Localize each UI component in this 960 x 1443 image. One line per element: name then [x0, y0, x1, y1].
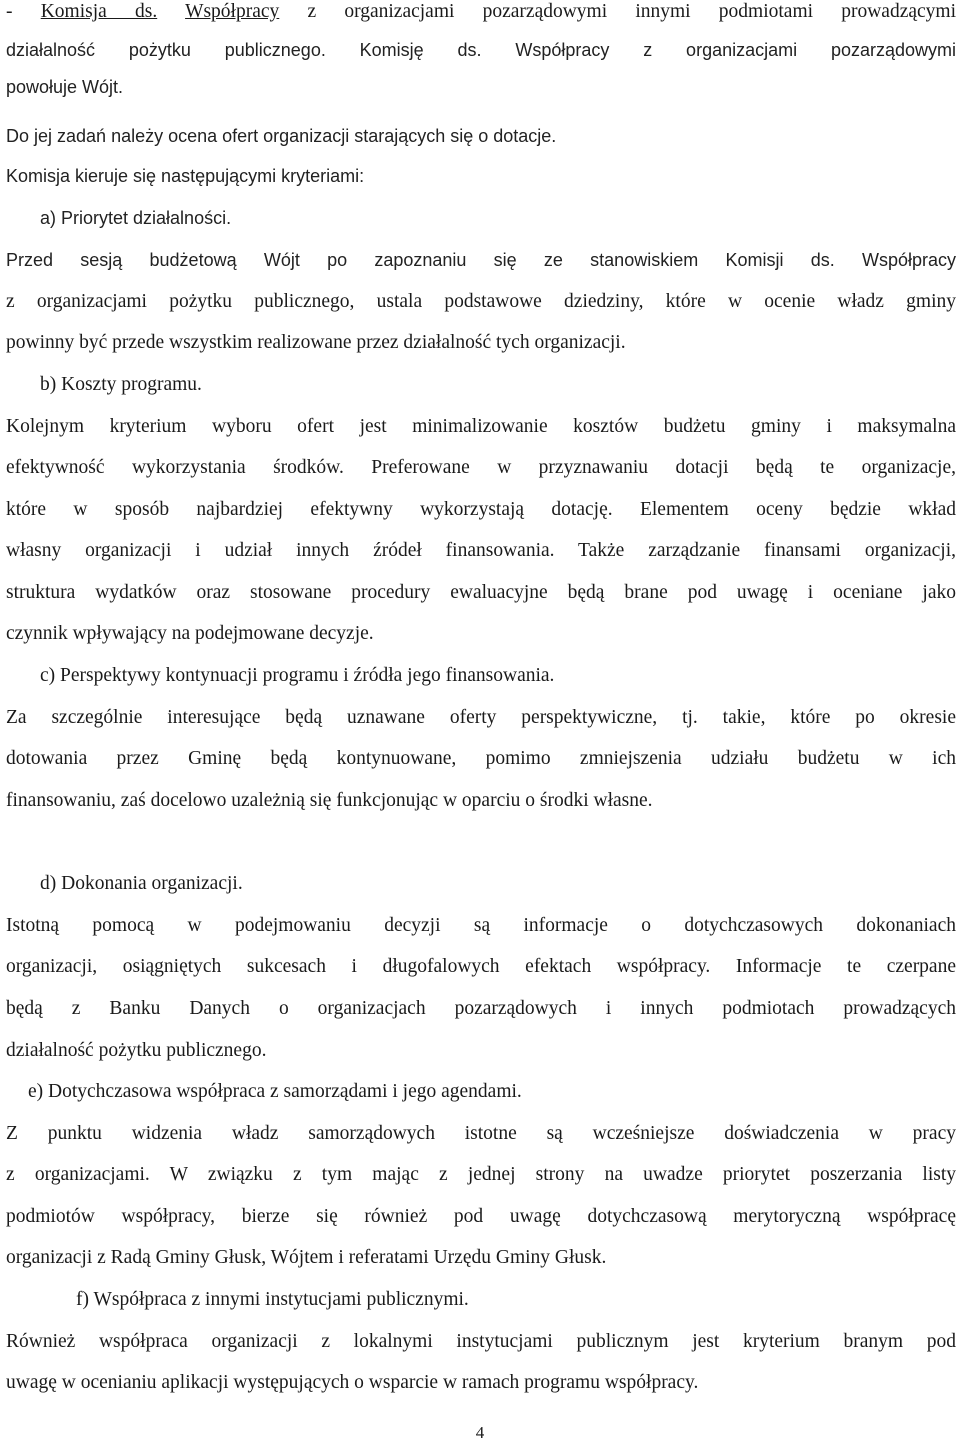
text-line-11: Kolejnym kryterium wyboru ofert jest minimalizowanie kosztów budżetu gminy i maksymalna [6, 416, 956, 437]
text-line-19: dotowania przez Gminę będą kontynuowane, pomimo zmniejszenia udziału budżetu w ich [6, 748, 956, 769]
list-item-f: f) Współpraca z innymi instytucjami publicznymi. [76, 1289, 469, 1310]
underlined-komisja: Komisja ds. [40, 1, 158, 22]
text-line-1 [6, 0, 956, 24]
text-line-13: które w sposób najbardziej efektywny wykorzystają dotację. Elementem oceny będzie wkład [6, 499, 956, 520]
text-line-20: finansowaniu, zaś docelowo uzależnią się funkcjonując w oparciu o środki własne. [6, 790, 653, 811]
text-line-25: działalność pożytku publicznego. [6, 1040, 267, 1061]
list-item-b: b) Koszty programu. [40, 374, 202, 395]
text-line-16: czynnik wpływający na podejmowane decyzje. [6, 623, 374, 644]
text-line-32: Również współpraca organizacji z lokalnymi instytucjami publicznym jest kryterium branym pod [6, 1331, 956, 1352]
text-line-1-rest: z organizacjami pozarządowymi innymi podmiotami prowadzącymi [279, 1, 957, 22]
text-line-23: organizacji, osiągniętych sukcesach i długofalowych efektach współpracy. Informacje te czerpane [6, 956, 956, 977]
text-line-33: uwagę w ocenianiu aplikacji występujących o wsparcie w ramach programu współpracy. [6, 1372, 699, 1393]
text-line-15: struktura wydatków oraz stosowane procedury ewaluacyjne będą brane pod uwagę i oceniane jako [6, 582, 956, 603]
list-item-e: e) Dotychczasowa współpraca z samorządami i jego agendami. [28, 1081, 522, 1102]
text-line-22: Istotną pomocą w podejmowaniu decyzji są informacje o dotychczasowych dokonaniach [6, 915, 956, 936]
text-line-4: Do jej zadań należy ocena ofert organizacji starających się o dotacje. [6, 126, 557, 146]
text-line-9: powinny być przede wszystkim realizowane przez działalność tych organizacji. [6, 332, 626, 353]
space [157, 1, 185, 22]
text-line-3: powołuje Wójt. [6, 77, 124, 97]
text-line-12: efektywność wykorzystania środków. Preferowane w przyznawaniu dotacji będą te organizacje, [6, 457, 956, 478]
text-line-18: Za szczególnie interesujące będą uznawane oferty perspektywiczne, tj. takie, które po okresie [6, 707, 956, 728]
text-line-28: z organizacjami. W związku z tym mając z jednej strony na uwadze priorytet poszerzania listy [6, 1164, 956, 1185]
text-line-8: z organizacjami pożytku publicznego, ustala podstawowe dziedziny, które w ocenie władz gminy [6, 291, 956, 312]
text-line-14: własny organizacji i udział innych źródeł finansowania. Także zarządzanie finansami organizacji, [6, 540, 956, 561]
text-line-29: podmiotów współpracy, bierze się również pod uwagę dotychczasową merytoryczną współpracę [6, 1206, 956, 1227]
list-item-d: d) Dokonania organizacji. [40, 873, 243, 894]
text-line-5: Komisja kieruje się następującymi kryteriami: [6, 166, 365, 186]
text-line-7: Przed sesją budżetową Wójt po zapoznaniu się ze stanowiskiem Komisji ds. Współpracy [6, 250, 956, 270]
text-line-30: organizacji z Radą Gminy Głusk, Wójtem i referatami Urzędu Gminy Głusk. [6, 1247, 607, 1268]
text-line-24: będą z Banku Danych o organizacjach pozarządowych i innych podmiotach prowadzących [6, 998, 956, 1019]
underlined-wspolpracy: Współpracy [185, 1, 280, 22]
list-item-a: a) Priorytet działalności. [40, 208, 232, 228]
text-line-27: Z punktu widzenia władz samorządowych istotne są wcześniejsze doświadczenia w pracy [6, 1123, 956, 1144]
page-number: 4 [475, 1423, 485, 1442]
list-item-c: c) Perspektywy kontynuacji programu i źródła jego finansowania. [40, 665, 555, 686]
dash: - [6, 1, 41, 22]
text-line-2: działalność pożytku publicznego. Komisję ds. Współpracy z organizacjami pozarządowymi [6, 40, 956, 60]
